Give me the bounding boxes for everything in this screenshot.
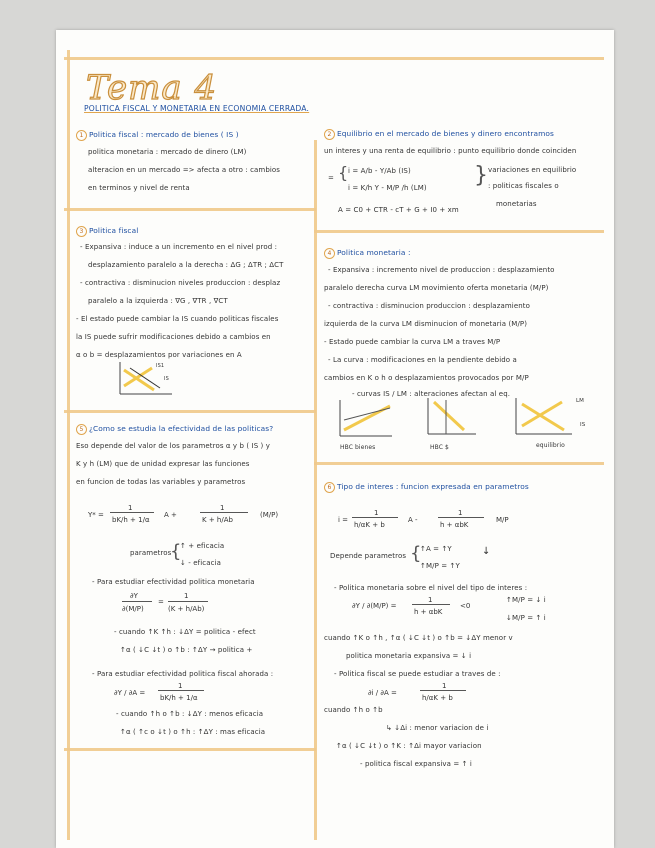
fraction-numerator: 1 [442,682,447,690]
equation-operator: A + [164,511,177,519]
section-6-line: - Politica monetaria sobre el nivel del tipo de interes : [334,584,528,592]
arrow-symbol: ↓ [482,546,491,557]
graph-label: LM [576,398,585,404]
section-5-title: ¿Como se estudia la efectividad de las politicas? [89,424,274,433]
section-6-line: ↓M/P = ↑ i [506,614,546,622]
section-4-line: izquierda de la curva LM disminucion of monetaria (M/P) [324,320,528,328]
section-6-title: Tipo de interes : funcion expresada en parametros [337,482,529,491]
divider-line [314,230,604,233]
page-subtitle: POLITICA FISCAL Y MONETARIA EN ECONOMIA CERRADA. [84,104,310,113]
graph-caption: HBC $ [430,444,449,451]
section-3-line: la IS puede sufrir modificaciones debido a cambios en [76,333,271,341]
section-number: 5 [76,424,87,435]
section-1-line: en terminos y nivel de renta [88,184,190,192]
section-2-line: un interes y una renta de equilibrio : punto equilibrio donde coinciden [324,147,577,155]
section-1-line: alteracion en un mercado => afecta a otro : cambios [88,166,281,174]
fraction-denominator: bK/h + 1/α [112,516,150,524]
inequality: <0 [460,602,471,610]
fraction-bar [122,601,152,602]
section-2-line: A = C0 + CTR - cT + G + I0 + xm [338,206,459,214]
fraction-denominator: h/αK + b [354,521,385,529]
fraction-bar [168,601,208,602]
left-brace: { [338,163,349,182]
section-4-line: - Estado puede cambiar la curva LM a traves M/P [324,338,501,346]
fraction-bar [200,512,248,513]
goods-market-graph [336,398,396,440]
section-3-line: paralelo a la izquierda : ∇G , ∇TR , ∇CT [88,297,228,305]
section-6-line: cuando ↑K o ↑h , ↑α ( ↓C ↓t ) o ↑b = ↓ΔY menor v [324,634,513,642]
section-6-line: ↳ ↓Δi : menor variacion de i [386,724,489,732]
equation-rhs: (M/P) [260,511,279,519]
equation-lhs: i = [338,516,349,524]
section-2-note: variaciones en equilibrio [488,166,577,174]
section-3-line: α o b = desplazamientos por variaciones en A [76,351,242,359]
equation-rhs: M/P [496,516,509,524]
fraction-numerator: ∂Y [130,592,138,600]
section-3-title: Politica fiscal [89,226,139,235]
right-brace: } [474,163,489,188]
section-2-note: : politicas fiscales o [488,182,559,190]
section-5-line: Eso depende del valor de los parametros α y b ( IS ) y [76,442,270,450]
parameter-effect: ↑M/P = ↑Y [420,562,460,570]
equation-operator: = [158,598,164,606]
divider-line [64,748,316,751]
graph-caption: HBC bienes [340,444,376,451]
money-market-graph [424,396,480,438]
fraction-numerator: 1 [458,509,463,517]
parameters-label: parametros [130,549,172,557]
section-6-line: - politica fiscal expansiva = ↑ i [360,760,472,768]
equation-lhs: ∂Y / ∂A = [114,689,146,697]
page-title: Tema 4 [86,68,218,108]
left-brace: { [170,541,182,562]
equation-lhs: Y* = [88,511,104,519]
section-3-line: - El estado puede cambiar la IS cuando politicas fiscales [76,315,279,323]
section-1-line: Politica fiscal : mercado de bienes ( IS ) [89,130,239,139]
section-5-heading [76,424,273,435]
fraction-numerator: 1 [428,596,433,604]
section-5-line: ↑α ( ↓C ↓t ) o ↑b : ↑ΔY → politica + [120,646,253,654]
section-6-line: - Politica fiscal se puede estudiar a traves de : [334,670,501,678]
parameter-effect: ↑ + eficacia [180,542,225,550]
left-brace: { [410,543,422,564]
section-6-heading [324,482,529,493]
section-1-line: politica monetaria : mercado de dinero (LM) [88,148,247,156]
section-6-line: politica monetaria expansiva = ↓ i [346,652,472,660]
section-5-line: en funcion de todas las variables y parametros [76,478,246,486]
section-4-line: - La curva : modificaciones en la pendiente debido a [328,356,517,364]
section-3-line: desplazamiento paralelo a la derecha : ΔG ; ΔTR ; ΔCT [88,261,284,269]
fraction-bar [420,690,466,691]
section-4-heading [324,248,411,259]
section-6-line: ↑M/P = ↓ i [506,596,546,604]
fraction-bar [412,604,450,605]
fraction-denominator: ∂(M/P) [122,605,144,613]
fraction-numerator: 1 [184,592,189,600]
graph-caption: equilibrio [536,442,565,449]
section-6-line: ↑α ( ↓C ↓t ) o ↑K : ↑Δi mayor variacion [336,742,482,750]
divider-line [64,410,316,413]
graph-label: IS [580,422,586,428]
fraction-denominator: h + αbK [414,608,443,616]
section-4-line: paralelo derecha curva LM movimiento oferta monetaria (M/P) [324,284,549,292]
equation-lhs: ∂i / ∂A = [368,689,397,697]
divider-line [314,462,604,465]
parameter-effect: ↑A = ↑Y [420,545,452,553]
equation-lhs: ∂Y / ∂(M/P) = [352,602,397,610]
section-3-line: - contractiva : disminucion niveles produccion : desplaz [80,279,281,287]
section-number: 1 [76,130,87,141]
fraction-bar [352,517,398,518]
section-4-line: cambios en K o h o desplazamientos provocados por M/P [324,374,529,382]
divider-line [64,208,316,211]
fraction-denominator: (K + h/Ab) [168,605,205,613]
lm-curve [522,402,562,426]
section-number: 6 [324,482,335,493]
section-4-title: Politica monetaria : [337,248,411,257]
fraction-numerator: 1 [220,504,225,512]
section-number: 4 [324,248,335,259]
section-5-line: K y h (LM) que de unidad expresar las funciones [76,460,250,468]
system-equation: i = K/h Y - M/P /h (LM) [348,184,427,192]
equation-operator: A - [408,516,418,524]
equilibrium-graph [512,396,576,438]
brace-label: = [328,174,334,182]
lm-curve [124,368,152,386]
section-5-line: - Para estudiar efectividad politica monetaria [92,578,255,586]
section-5-line: ↑α ( ↑c o ↓t ) o ↑h : ↑ΔY : mas eficacia [120,728,266,736]
parameter-effect: ↓ - eficacia [180,559,221,567]
center-divider-line [314,140,317,840]
section-number: 3 [76,226,87,237]
fraction-denominator: K + h/Ab [202,516,233,524]
section-6-line: cuando ↑h o ↑b [324,706,383,714]
left-margin-line [67,50,70,840]
fraction-bar [158,690,204,691]
section-3-line: - Expansiva : induce a un incremento en el nivel prod : [80,243,278,251]
money-demand-curve [434,402,464,430]
notebook-page [56,30,614,848]
section-2-heading [324,129,554,140]
section-number: 2 [324,129,335,140]
fraction-denominator: h + αbK [440,521,469,529]
section-2-line: Equilibrio en el mercado de bienes y dinero encontramos [337,129,554,138]
fraction-bar [110,512,154,513]
graph-label: IS [164,376,169,382]
top-border-line [64,57,604,60]
section-2-note: monetarias [496,200,537,208]
is-curve [522,404,564,430]
fraction-numerator: 1 [178,682,183,690]
section-5-line: - cuando ↑h o ↑b : ↓ΔY : menos eficacia [116,710,264,718]
section-1-heading [76,130,239,141]
system-equation: i = A/b - Y/Ab (IS) [348,167,411,175]
section-4-line: - Expansiva : incremento nivel de produccion : desplazamiento [328,266,555,274]
fraction-bar [438,517,484,518]
fraction-denominator: h/αK + b [422,694,453,702]
section-4-line: - curvas IS / LM : alteraciones afectan al eq. [352,390,511,398]
is-curve [124,370,154,390]
fraction-numerator: 1 [374,509,379,517]
depends-label: Depende parametros [330,552,407,560]
section-5-line: - cuando ↑K ↑h : ↓ΔY = politica - efect [114,628,256,636]
section-3-heading [76,226,138,237]
fraction-denominator: bK/h + 1/α [160,694,198,702]
graph-label: IS1 [156,363,165,369]
fraction-numerator: 1 [128,504,133,512]
section-5-line: - Para estudiar efectividad politica fiscal ahorada : [92,670,274,678]
section-4-line: - contractiva : disminucion produccion : desplazamiento [328,302,530,310]
